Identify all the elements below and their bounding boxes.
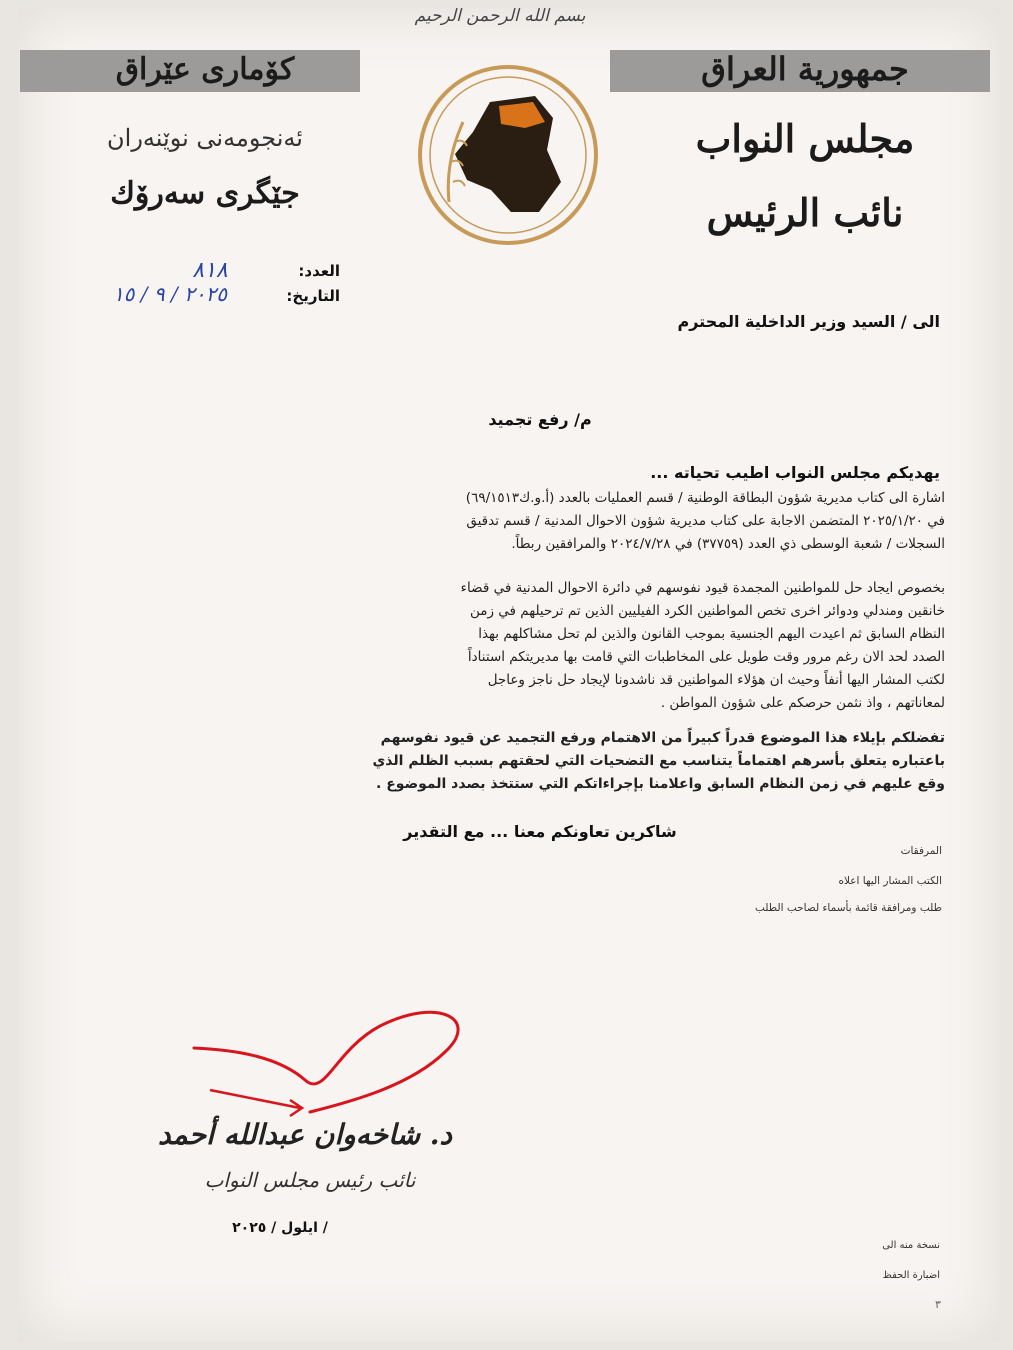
greeting-line: يهديكم مجلس النواب اطيب تحياته ... xyxy=(650,463,940,482)
paragraph-1-line: السجلات / شعبة الوسطى ذي العدد (٣٧٧٥٩) في ٢٠٢٤/٧/٢٨ والمرافقين ربطاً. xyxy=(511,536,945,552)
arabic-header-line-1: جمهورية العراق xyxy=(701,50,909,88)
subject-line: م/ رفع تجميد xyxy=(488,410,592,429)
closing-line: شاكرين تعاونكم معنا ... مع التقدير xyxy=(403,822,677,841)
paragraph-3-line: تفضلكم بإيلاء هذا الموضوع قدراً كبيراً من الاهتمام ورفع التجميد عن قيود نفوسهم xyxy=(380,730,945,746)
arabic-header-line-2: مجلس النواب xyxy=(695,116,915,161)
paragraph-3-line: باعتباره يتعلق بأسرهم اهتماماً يتناسب مع التضحيات التي لحقتهم بسبب الظلم الذي xyxy=(372,753,945,769)
page-corner-mark: ٣ xyxy=(935,1298,941,1311)
paragraph-2-line: لمعاناتهم ، واذ نثمن حرصكم على شؤون المواطن . xyxy=(660,695,945,711)
copy-to-item: اضبارة الحفظ xyxy=(882,1270,940,1281)
signatory-name: د. شاخەوان عبدالله أحمد xyxy=(157,1118,453,1151)
paragraph-1-line: في ٢٠٢٥/١/٢٠ المتضمن الاجابة على كتاب مديرية شؤون الاحوال المدنية / قسم تدقيق xyxy=(466,513,945,529)
date-value: ٢٠٢٥ / ٩ / ١٥ xyxy=(112,282,228,306)
date-label: التاريخ: xyxy=(286,287,340,305)
number-value: ٨١٨ xyxy=(192,258,228,283)
signature-date: / ايلول / ٢٠٢٥ xyxy=(232,1220,328,1236)
kurdish-header-line-1: كۆماری عێراق xyxy=(115,52,295,87)
attachment-item: الكتب المشار اليها اعلاه xyxy=(838,875,942,887)
number-label: العدد: xyxy=(298,262,340,280)
paragraph-1 xyxy=(150,487,945,556)
paragraph-3 xyxy=(150,727,945,796)
parliament-emblem-icon xyxy=(415,62,601,248)
attachment-item: طلب ومرافقة قائمة بأسماء لصاحب الطلب xyxy=(755,902,942,914)
paragraph-2 xyxy=(150,577,945,715)
copy-to-heading: نسخة منه الى xyxy=(882,1240,940,1251)
attachments-heading: المرفقات xyxy=(900,845,942,857)
kurdish-header-line-3: جێگری سەرۆك xyxy=(110,176,300,211)
recipient-line: الى / السيد وزير الداخلية المحترم xyxy=(677,312,940,331)
paragraph-3-line: وقع عليهم في زمن النظام السابق واعلامنا بإجراءاتكم التي ستتخذ بصدد الموضوع . xyxy=(376,776,945,792)
signatory-title: نائب رئيس مجلس النواب xyxy=(204,1168,416,1192)
paragraph-2-line: خانقين ومندلي ودوائر اخرى تخص المواطنين الكرد الفيليين الذين تم ترحيلهم في زمن xyxy=(469,603,945,619)
paragraph-2-line: النظام السابق ثم اعيدت اليهم الجنسية بموجب القانون والذين لم تحل مشاكلهم بهذا xyxy=(478,626,945,642)
paragraph-2-line: بخصوص ايجاد حل للمواطنين المجمدة قيود نفوسهم في دائرة الاحوال المدنية في قضاء xyxy=(460,580,945,596)
paragraph-2-line: لكتب المشار اليها أنفاً وحيث ان هؤلاء المواطنين قد ناشدونا لإيجاد حل ناجز وعاجل xyxy=(487,672,945,688)
paragraph-2-line: الصدد لحد الان رغم مرور وقت طويل على المخاطبات التي قامت بها مديريتكم استناداً xyxy=(467,649,945,665)
kurdish-header-line-2: ئەنجومەنی نوێنەران xyxy=(107,124,303,152)
basmala: بسم الله الرحمن الرحيم xyxy=(414,6,586,26)
paragraph-1-line: اشارة الى كتاب مديرية شؤون البطاقة الوطنية / قسم العمليات بالعدد (أ.و.ك٦٩/١٥١٣) xyxy=(465,490,945,506)
arabic-header-line-3: نائب الرئيس xyxy=(706,190,904,235)
